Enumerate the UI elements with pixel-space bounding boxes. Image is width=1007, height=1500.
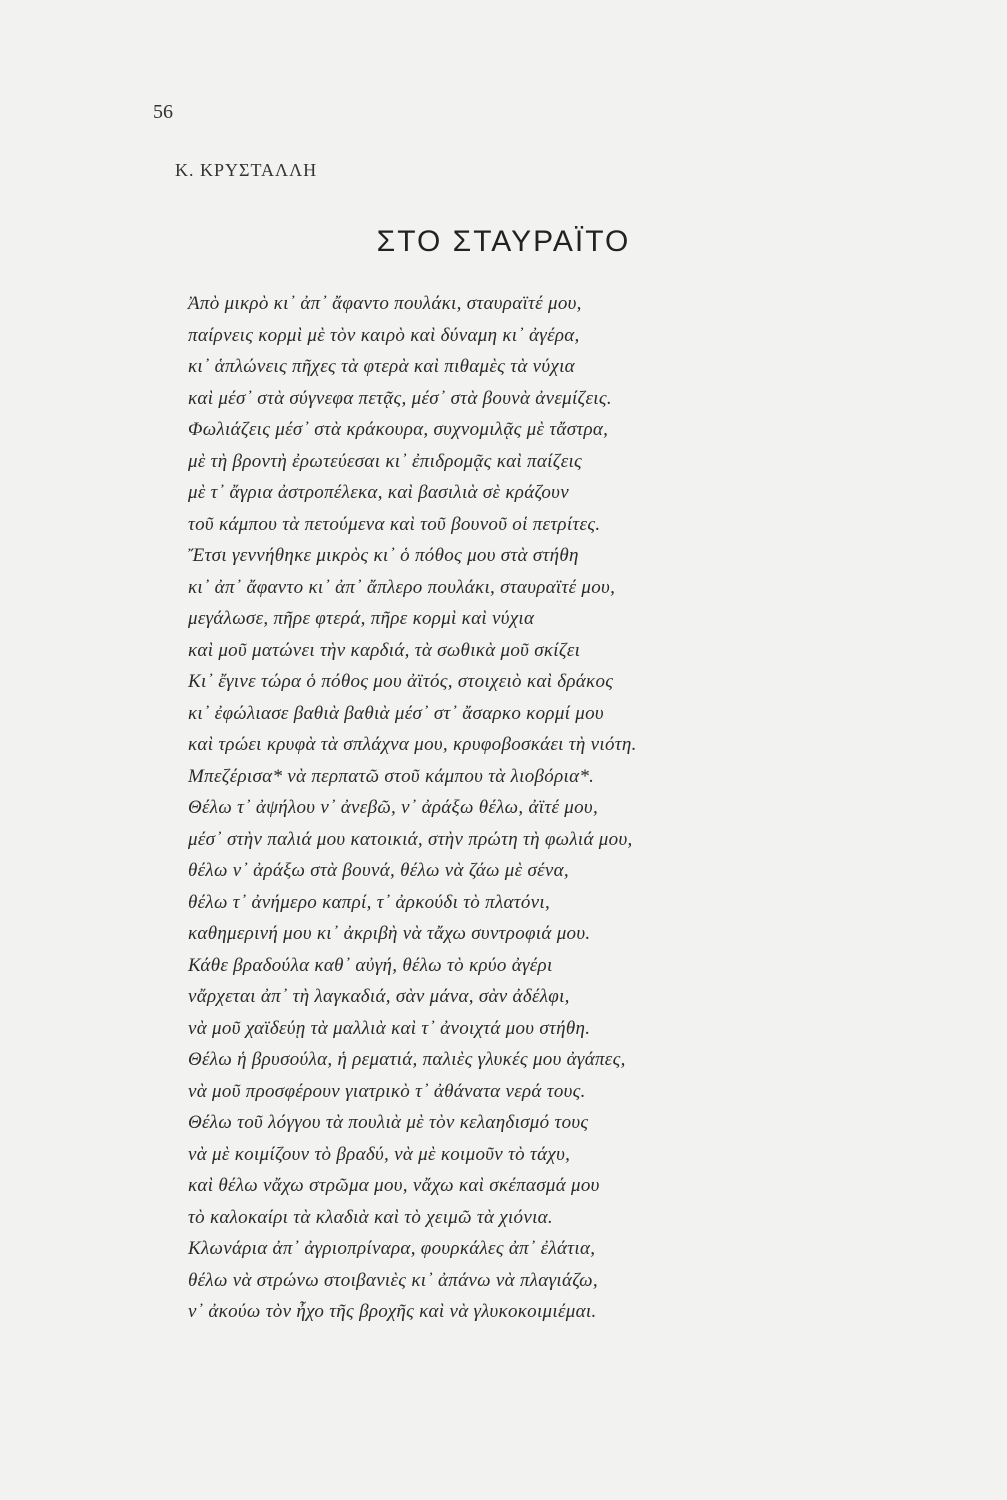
poem-line: Φωλιάζεις μέσ᾽ στὰ κράκουρα, συχνομιλᾷς μὲ τἄστρα, (188, 419, 609, 440)
poem-line: παίρνεις κορμὶ μὲ τὸν καιρὸ καὶ δύναμη κι᾽ ἀγέρα, (188, 324, 580, 346)
poem-line: Θέλω τ᾽ ἀψήλου ν᾽ ἀνεβῶ, ν᾽ ἀράξω θέλω, ἀϊτέ μου, (188, 797, 598, 818)
poem-line: καὶ μέσ᾽ στὰ σύγνεφα πετᾷς, μέσ᾽ στὰ βουνὰ ἀνεμίζεις. (188, 387, 612, 409)
running-head: Κ. ΚΡΥΣΤΑΛΛΗ (175, 160, 318, 180)
poem-line: νὰ μοῦ χαϊδεύῃ τὰ μαλλιὰ καὶ τ᾽ ἀνοιχτά μου στήθη. (188, 1017, 591, 1039)
poem-title: ΣΤΟ ΣΤΑΥΡΑΪΤΟ (376, 225, 631, 258)
poem-line: Θέλω τοῦ λόγγου τὰ πουλιὰ μὲ τὸν κελαηδισμό τους (188, 1112, 589, 1133)
poem-line: μὲ τὴ βροντὴ ἐρωτεύεσαι κι᾽ ἐπιδρομᾷς καὶ παίζεις (188, 450, 583, 472)
poem-line: Θέλω ἡ βρυσούλα, ἡ ρεματιά, παλιὲς γλυκές μου ἀγάπες, (188, 1049, 626, 1070)
poem-line: μεγάλωσε, πῆρε φτερά, πῆρε κορμὶ καὶ νύχια (188, 608, 535, 629)
poem-line: ν᾽ ἀκούω τὸν ἦχο τῆς βροχῆς καὶ νὰ γλυκοκοιμιέμαι. (188, 1301, 597, 1322)
poem-line: Μπεζέρισα* νὰ περπατῶ στοῦ κάμπου τὰ λιοβόρια*. (188, 765, 595, 787)
poem-line: τοῦ κάμπου τὰ πετούμενα καὶ τοῦ βουνοῦ οἱ πετρίτες. (188, 513, 601, 535)
poem-line: θέλω τ᾽ ἀνήμερο καπρί, τ᾽ ἀρκούδι τὸ πλατόνι, (188, 891, 551, 913)
poem-line: κι᾽ ἁπλώνεις πῆχες τὰ φτερὰ καὶ πιθαμὲς τὰ νύχια (188, 356, 575, 377)
poem-line: τὸ καλοκαίρι τὰ κλαδιὰ καὶ τὸ χειμῶ τὰ χιόνια. (188, 1206, 553, 1228)
poem-line: κι᾽ ἀπ᾽ ἄφαντο κι᾽ ἀπ᾽ ἄπλερο πουλάκι, σταυραϊτέ μου, (188, 576, 616, 598)
poem-line: μὲ τ᾽ ἄγρια ἀστροπέλεκα, καὶ βασιλιὰ σὲ κράζουν (188, 482, 569, 503)
page-number: 56 (153, 101, 173, 123)
poem-line: κι᾽ ἐφώλιασε βαθιὰ βαθιὰ μέσ᾽ στ᾽ ἄσαρκο κορμί μου (188, 702, 604, 724)
poem-line: καὶ τρώει κρυφὰ τὰ σπλάχνα μου, κρυφοβοσκάει τὴ νιότη. (188, 734, 637, 755)
poem-line: καὶ θέλω νἄχω στρῶμα μου, νἄχω καὶ σκέπασμά μου (188, 1175, 600, 1196)
poem-line: καὶ μοῦ ματώνει τὴν καρδιά, τὰ σωθικὰ μοῦ σκίζει (188, 639, 581, 661)
poem-line: καθημερινή μου κι᾽ ἀκριβὴ νὰ τἄχω συντροφιά μου. (188, 923, 591, 944)
poem-line: Ἔτσι γεννήθηκε μικρὸς κι᾽ ὁ πόθος μου στὰ στήθη (188, 545, 579, 566)
poem-line: θέλω ν᾽ ἀράξω στὰ βουνά, θέλω νὰ ζάω μὲ σένα, (188, 860, 569, 881)
poem-line: θέλω νὰ στρώνω στοιβανιὲς κι᾽ ἀπάνω νὰ πλαγιάζω, (188, 1269, 598, 1291)
poem-line: Κλωνάρια ἀπ᾽ ἀγριοπρίναρα, φουρκάλες ἀπ᾽ ἐλάτια, (188, 1238, 596, 1259)
poem-line: νἄρχεται ἀπ᾽ τὴ λαγκαδιά, σὰν μάνα, σὰν ἀδέλφι, (188, 986, 570, 1007)
poem-body (188, 288, 888, 1328)
poem-line: νὰ μοῦ προσφέρουν γιατρικὸ τ᾽ ἀθάνατα νερά τους. (188, 1080, 586, 1102)
poem-line: Κι᾽ ἔγινε τώρα ὁ πόθος μου ἀϊτός, στοιχειὸ καὶ δράκος (188, 671, 614, 692)
poem-line: νὰ μὲ κοιμίζουν τὸ βραδύ, νὰ μὲ κοιμοῦν τὸ τάχυ, (188, 1143, 571, 1165)
poem-line: Ἀπὸ μικρὸ κι᾽ ἀπ᾽ ἄφαντο πουλάκι, σταυραϊτέ μου, (188, 293, 582, 314)
poem-line: μέσ᾽ στὴν παλιά μου κατοικιά, στὴν πρώτη τὴ φωλιά μου, (188, 828, 633, 850)
poem-line: Κάθε βραδούλα καθ᾽ αὐγή, θέλω τὸ κρύο ἀγέρι (188, 954, 553, 976)
